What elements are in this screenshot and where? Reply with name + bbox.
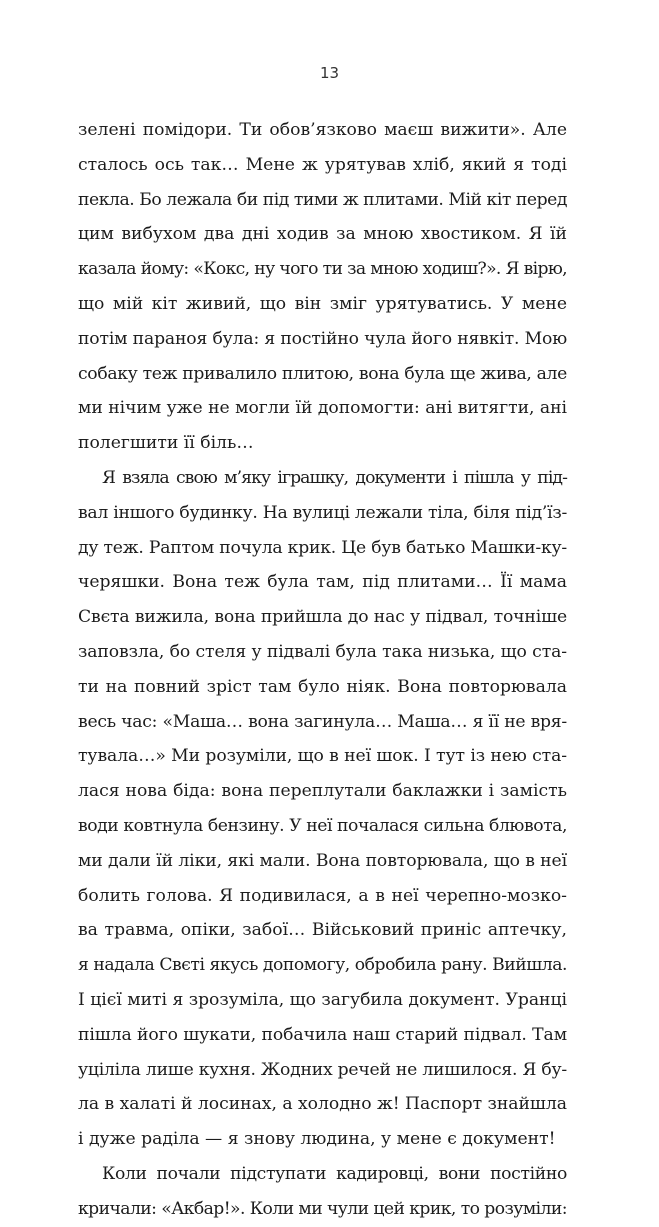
text-line: полегшити її біль…	[78, 433, 254, 454]
text-line: казала йому: «Кокс, ну чого ти за мною ходиш?». Я вірю,	[78, 259, 567, 280]
body-text	[78, 113, 567, 1227]
text-line: ду теж. Раптом почула крик. Це був батько Машки-ку-	[78, 537, 567, 558]
text-line: черяшки. Вона теж була там, під плитами… Її мама	[78, 572, 567, 593]
paragraph-3	[78, 1157, 567, 1227]
text-line: ми дали їй ліки, які мали. Вона повторювала, що в неї	[78, 850, 568, 871]
paragraph-2	[78, 461, 567, 1157]
paragraph-1	[78, 113, 567, 461]
text-line: потім параноя була: я постійно чула його нявкіт. Мою	[78, 328, 568, 349]
text-line: ла в халаті й лосинах, а холодно ж! Паспорт знайшла	[78, 1094, 567, 1115]
text-line: тувала…» Ми розуміли, що в неї шок. І тут із нею ста-	[78, 746, 567, 767]
page-number: 13	[319, 64, 340, 82]
text-line: болить голова. Я подивилася, а в неї черепно-мозко-	[78, 885, 567, 906]
text-line: заповзла, бо стеля у підвалі була така низька, що ста-	[78, 641, 567, 662]
text-line: і дуже раділа — я знову людина, у мене є документ!	[78, 1129, 556, 1150]
text-line: пішла його шукати, побачила наш старий підвал. Там	[78, 1024, 567, 1045]
text-line: цим вибухом два дні ходив за мною хвостиком. Я їй	[78, 224, 567, 245]
text-line: води ковтнула бензину. У неї почалася сильна блювота,	[78, 815, 568, 836]
text-line: зелені помідори. Ти обов’язково маєш вижити». Але	[78, 120, 567, 140]
text-line: І цієї миті я зрозуміла, що загубила документ. Уранці	[78, 989, 568, 1010]
text-line: Я взяла свою м’яку іграшку, документи і пішла у під-	[102, 467, 567, 488]
text-line: сталось ось так… Мене ж урятував хліб, який я тоді	[78, 154, 567, 175]
text-line: собаку теж привалило плитою, вона була ще жива, але	[78, 363, 567, 384]
text-line: пекла. Бо лежала би під тими ж плитами. Мій кіт перед	[78, 189, 567, 210]
text-line: ва травма, опіки, забої… Військовий приніс аптечку,	[78, 920, 567, 941]
text-line: Коли почали підступати кадировці, вони постійно	[102, 1163, 567, 1184]
text-line: Свєта вижила, вона прийшла до нас у підвал, точніше	[78, 607, 567, 628]
text-line: уціліла лише кухня. Жодних речей не лишилося. Я бу-	[78, 1059, 568, 1080]
text-line: ти на повний зріст там було ніяк. Вона повторювала	[78, 676, 567, 697]
text-line: лася нова біда: вона переплутали баклажки і замість	[78, 781, 567, 802]
text-line: що мій кіт живий, що він зміг урятуватись. У мене	[78, 293, 567, 314]
text-line: я надала Свєті якусь допомогу, обробила рану. Вийшла.	[78, 955, 568, 976]
text-line: весь час: «Маша… вона загинула… Маша… я її не вря-	[78, 711, 567, 732]
text-line: вал іншого будинку. На вулиці лежали тіла, біля під’їз-	[78, 502, 567, 523]
text-line: кричали: «Акбар!». Коли ми чули цей крик, то розуміли:	[78, 1198, 568, 1219]
text-line: ми нічим уже не могли їй допомогти: ані витягти, ані	[78, 398, 567, 419]
